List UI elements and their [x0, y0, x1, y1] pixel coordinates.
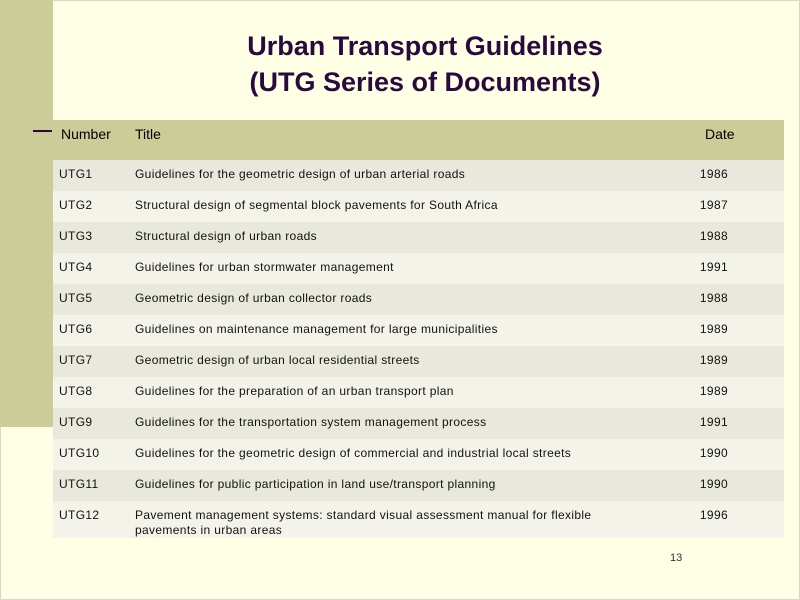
- row-date-cell: 1987: [699, 198, 728, 212]
- row-date-cell: 1986: [699, 167, 728, 181]
- row-title-cell: Guidelines for public participation in land use/transport planning: [135, 477, 496, 491]
- column-header-number: Number: [61, 126, 111, 142]
- guidelines-table: [53, 120, 784, 538]
- row-title-cell: Structural design of urban roads: [135, 229, 317, 243]
- slide-title-line-2: (UTG Series of Documents): [249, 67, 601, 97]
- row-date-cell: 1989: [699, 322, 728, 336]
- row-number-cell: UTG9: [59, 415, 93, 429]
- row-title-cell: Geometric design of urban local residential streets: [135, 353, 420, 367]
- column-header-date: Date: [705, 126, 735, 142]
- row-date-cell: 1991: [699, 415, 728, 429]
- table-row: [53, 160, 784, 191]
- left-accent-bar: [0, 0, 53, 427]
- table-row: [53, 408, 784, 439]
- row-number-cell: UTG10: [59, 446, 100, 460]
- row-number-cell: UTG11: [59, 477, 99, 491]
- table-row: [53, 253, 784, 284]
- table-row: [53, 346, 784, 377]
- row-title-cell: Geometric design of urban collector roads: [135, 291, 373, 305]
- table-row: [53, 191, 784, 222]
- table-row: [53, 315, 784, 346]
- row-title-cell: Structural design of segmental block pavements for South Africa: [135, 198, 498, 212]
- row-title-cell: Guidelines for the preparation of an urban transport plan: [135, 384, 454, 398]
- slide-title-line-1: Urban Transport Guidelines: [247, 31, 603, 61]
- row-date-cell: 1990: [699, 446, 728, 460]
- row-title-cell: Guidelines on maintenance management for large municipalities: [135, 322, 498, 336]
- row-number-cell: UTG7: [59, 353, 93, 367]
- row-number-cell: UTG8: [59, 384, 93, 398]
- row-title-cell: Guidelines for the geometric design of urban arterial roads: [135, 167, 466, 181]
- row-title-cell: Pavement management systems: standard visual assessment manual for flexible pavements in urban areas: [135, 508, 592, 537]
- row-title-cell: Guidelines for the geometric design of commercial and industrial local streets: [135, 446, 572, 460]
- row-date-cell: 1996: [699, 508, 728, 522]
- table-body: [53, 160, 784, 538]
- row-date-cell: 1989: [699, 384, 728, 398]
- row-number-cell: UTG12: [59, 508, 100, 522]
- row-date-cell: 1988: [699, 291, 728, 305]
- row-number-cell: UTG6: [59, 322, 93, 336]
- row-number-cell: UTG4: [59, 260, 93, 274]
- table-row: [53, 439, 784, 470]
- row-number-cell: UTG1: [59, 167, 93, 181]
- column-header-title: Title: [135, 126, 161, 142]
- row-date-cell: 1989: [699, 353, 728, 367]
- row-date-cell: 1988: [699, 229, 728, 243]
- row-number-cell: UTG3: [59, 229, 93, 243]
- row-date-cell: 1990: [699, 477, 728, 491]
- slide-title: [100, 28, 750, 100]
- table-header-row: [53, 120, 784, 160]
- table-row: [53, 501, 784, 538]
- table-row: [53, 377, 784, 408]
- row-number-cell: UTG5: [59, 291, 93, 305]
- row-number-cell: UTG2: [59, 198, 93, 212]
- bullet-dash: [33, 130, 52, 132]
- row-title-cell: Guidelines for urban stormwater management: [135, 260, 394, 274]
- table-row: [53, 470, 784, 501]
- row-date-cell: 1991: [699, 260, 728, 274]
- row-title-cell: Guidelines for the transportation system management process: [135, 415, 487, 429]
- table-row: [53, 222, 784, 253]
- table-row: [53, 284, 784, 315]
- page-number: 13: [670, 552, 683, 564]
